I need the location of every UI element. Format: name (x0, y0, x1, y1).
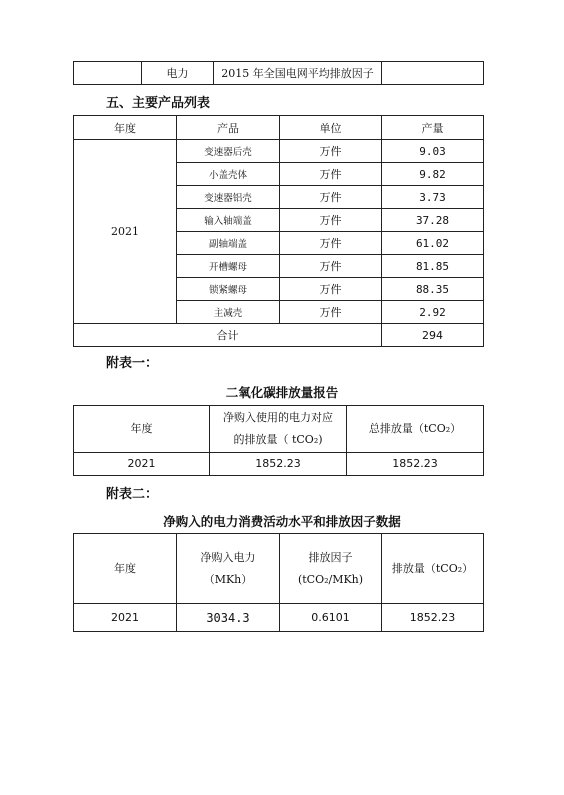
empty-cell (74, 62, 142, 85)
qty-cell: 9.82 (382, 163, 484, 186)
emission-report-table (73, 405, 484, 476)
qty-cell: 3.73 (382, 186, 484, 209)
appendix1-title: 二氧化碳排放量报告 (225, 385, 339, 400)
qty-cell: 88.35 (382, 278, 484, 301)
table-row (74, 140, 484, 163)
header-product: 产品 (177, 116, 280, 140)
product-cell: 输入轴端盖 (177, 209, 280, 232)
total-label: 合计 (74, 324, 382, 347)
product-cell: 主减壳 (177, 301, 280, 324)
qty-cell: 2.92 (382, 301, 484, 324)
product-cell: 锁紧螺母 (177, 278, 280, 301)
product-cell: 变速器后壳 (177, 140, 280, 163)
unit-cell: 万件 (280, 232, 382, 255)
total-value: 294 (382, 324, 484, 347)
unit-cell: 万件 (280, 209, 382, 232)
total-emission-cell: 1852.23 (347, 453, 484, 476)
qty-cell: 61.02 (382, 232, 484, 255)
appendix1-label: 附表一： (106, 356, 159, 371)
header-year: 年度 (74, 534, 177, 604)
unit-cell: 万件 (280, 186, 382, 209)
header-line: 净购入电力 (200, 550, 256, 564)
total-row (74, 324, 484, 347)
factor-cell: 0.6101 (280, 604, 382, 632)
appendix2-title: 净购入的电力消费活动水平和排放因子数据 (163, 514, 401, 529)
header-line: 净购入使用的电力对应 (223, 411, 333, 424)
header-year: 年度 (74, 406, 210, 453)
emission-cell: 1852.23 (210, 453, 347, 476)
activity-factor-table (73, 533, 484, 632)
energy-type-cell: 电力 (142, 62, 214, 85)
header-emission: 排放量（tCO₂） (382, 534, 484, 604)
table-header-row (74, 406, 484, 453)
header-line: 的排放量（ tCO₂) (233, 433, 323, 446)
factor-table-fragment (73, 61, 484, 85)
section-heading: 五、主要产品列表 (106, 96, 211, 111)
table-row (74, 453, 484, 476)
header-line: 排放因子 (308, 550, 353, 564)
product-cell: 副轴端盖 (177, 232, 280, 255)
header-purchased-electricity (177, 534, 280, 604)
product-table (73, 115, 484, 347)
qty-cell: 9.03 (382, 140, 484, 163)
unit-cell: 万件 (280, 163, 382, 186)
header-purchased-electricity-emission (210, 406, 347, 453)
year-cell: 2021 (74, 453, 210, 476)
product-cell: 小盖壳体 (177, 163, 280, 186)
table-row (74, 62, 484, 85)
header-emission-factor (280, 534, 382, 604)
factor-value-cell (382, 62, 484, 85)
header-total-emission: 总排放量（tCO₂） (347, 406, 484, 453)
unit-cell: 万件 (280, 140, 382, 163)
unit-cell: 万件 (280, 301, 382, 324)
appendix2-label: 附表二： (106, 487, 159, 502)
table-row (74, 604, 484, 632)
table-header-row (74, 534, 484, 604)
year-cell: 2021 (74, 140, 177, 324)
header-line: （MKh） (203, 572, 253, 586)
unit-cell: 万件 (280, 278, 382, 301)
qty-cell: 37.28 (382, 209, 484, 232)
header-unit: 单位 (280, 116, 382, 140)
header-output: 产量 (382, 116, 484, 140)
emission-cell: 1852.23 (382, 604, 484, 632)
product-cell: 变速器铝壳 (177, 186, 280, 209)
table-header-row (74, 116, 484, 140)
qty-cell: 81.85 (382, 255, 484, 278)
factor-source-cell: 2015 年全国电网平均排放因子 (214, 62, 382, 85)
electricity-cell: 3034.3 (177, 604, 280, 632)
header-year: 年度 (74, 116, 177, 140)
unit-cell: 万件 (280, 255, 382, 278)
product-cell: 开槽螺母 (177, 255, 280, 278)
header-line: (tCO₂/MKh) (297, 572, 364, 586)
year-cell: 2021 (74, 604, 177, 632)
